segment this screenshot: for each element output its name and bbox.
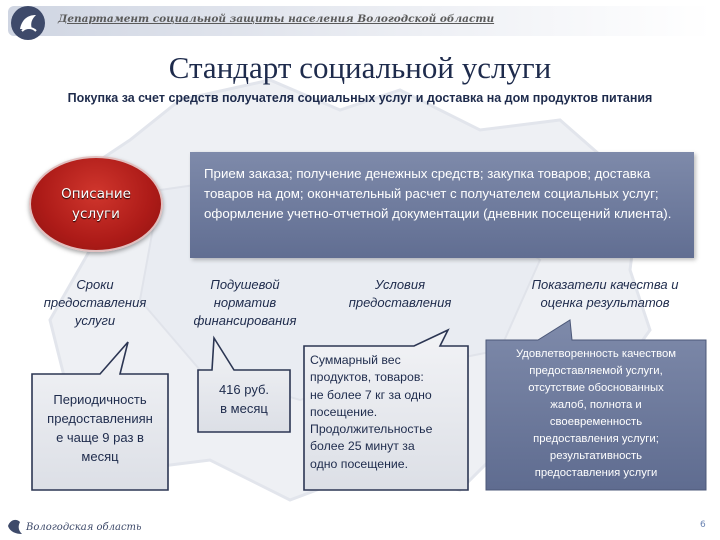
label-quality: Показатели качества и оценка результатов: [531, 277, 679, 310]
label-terms: Сроки предоставления услуги: [43, 277, 147, 328]
terms-value: Периодичность предоставлениян е чаще 9 раз в месяц: [47, 392, 153, 464]
description-text: Прием заказа; получение денежных средств; закупка товаров; доставка товаров на дом; окончательный расчет с получателем социальных услуг; оформление учетно-отчетной документации (дневник посещений клиента).: [204, 166, 672, 221]
financing-value: 416 руб. в месяц: [218, 382, 270, 416]
region-logo-icon: [6, 516, 142, 536]
label-financing: Подушевой норматив финансирования: [193, 277, 297, 328]
conditions-value: Суммарный вес продуктов, товаров: не более 7 кг за одно посещение. Продолжительностье более 25 минут за одно посещение.: [310, 353, 433, 471]
region-logo-text: Вологодская область: [26, 522, 142, 533]
department-name: Департамент социальной защиты населения Вологодской области: [58, 13, 495, 25]
description-label: Описание услуги: [61, 186, 131, 222]
label-conditions: Условия предоставления: [348, 277, 452, 310]
quality-value: Удовлетворенность качеством предоставляемой услуги, отсутствие обоснованных жалоб, полнота и своевременность предоставления услуги; результативность предоставления услуги: [515, 348, 677, 479]
page-title: Стандарт социальной услуги: [168, 50, 552, 85]
page-number: 6: [700, 520, 706, 530]
page-subtitle: Покупка за счет средств получателя социальных услуг и доставка на дом продуктов питания: [67, 91, 653, 105]
